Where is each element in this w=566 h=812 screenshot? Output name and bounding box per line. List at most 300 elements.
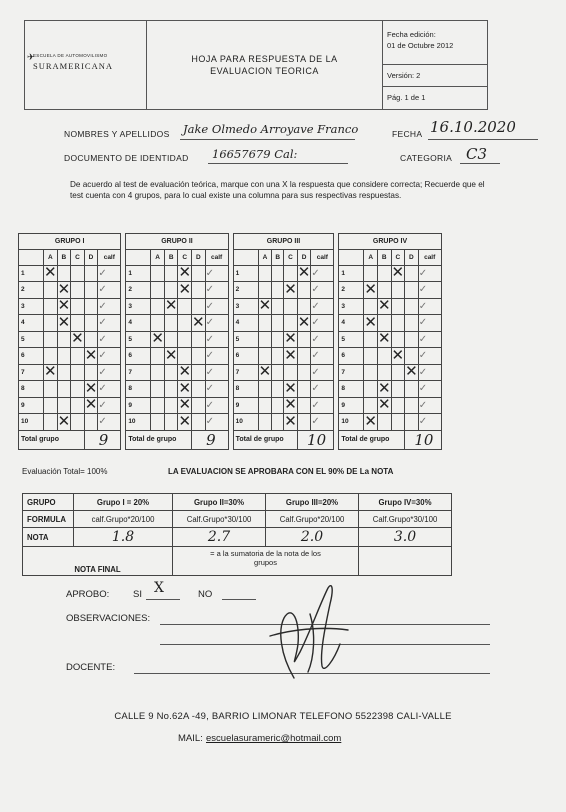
answer-cell-c[interactable] bbox=[71, 265, 85, 282]
answer-cell-b[interactable] bbox=[164, 265, 178, 282]
answer-cell-b[interactable] bbox=[272, 397, 284, 414]
answer-cell-d[interactable] bbox=[192, 414, 206, 431]
answer-cell-d[interactable] bbox=[84, 414, 98, 431]
calf-cell bbox=[205, 397, 228, 414]
answer-cell-b[interactable] bbox=[377, 265, 391, 282]
answer-x-mark: ✕ bbox=[84, 396, 98, 414]
question-number: 4 bbox=[339, 315, 364, 332]
nota-group-iv[interactable]: 3.0 bbox=[359, 528, 452, 547]
calf-cell bbox=[418, 364, 441, 381]
grid-question-row bbox=[19, 331, 442, 348]
check-mark-icon: ✓ bbox=[98, 416, 107, 428]
answer-cell-c[interactable] bbox=[391, 298, 405, 315]
answer-cell-a[interactable] bbox=[44, 282, 58, 299]
question-number: 2 bbox=[126, 282, 151, 299]
question-number: 10 bbox=[339, 414, 364, 431]
answer-cell-b[interactable] bbox=[164, 315, 178, 332]
answer-cell-c[interactable] bbox=[178, 282, 192, 299]
answer-cell-b[interactable] bbox=[377, 414, 391, 431]
answer-cell-a[interactable] bbox=[364, 397, 378, 414]
category-label: CATEGORIA bbox=[400, 153, 453, 163]
grid-question-row bbox=[19, 265, 442, 282]
formula-label: FORMULA bbox=[23, 511, 74, 528]
answer-x-mark: ✕ bbox=[377, 379, 391, 397]
formula-row bbox=[23, 511, 452, 528]
answer-cell-c[interactable] bbox=[391, 348, 405, 365]
answer-cell-a[interactable] bbox=[151, 381, 165, 398]
answer-cell-a[interactable] bbox=[258, 331, 272, 348]
answer-cell-c[interactable] bbox=[71, 298, 85, 315]
answer-cell-c[interactable] bbox=[284, 381, 298, 398]
answer-cell-d[interactable] bbox=[297, 414, 311, 431]
answer-cell-b[interactable] bbox=[57, 348, 71, 365]
answer-cell-a[interactable] bbox=[44, 265, 58, 282]
question-number: 3 bbox=[339, 298, 364, 315]
answer-cell-b[interactable] bbox=[57, 414, 71, 431]
check-mark-icon: ✓ bbox=[98, 317, 107, 329]
answer-cell-b[interactable] bbox=[377, 298, 391, 315]
answer-cell-a[interactable] bbox=[364, 315, 378, 332]
check-mark-icon: ✓ bbox=[418, 267, 428, 279]
grid-column-header-row bbox=[19, 250, 442, 266]
answer-cell-d[interactable] bbox=[297, 348, 311, 365]
answer-cell-d[interactable] bbox=[192, 381, 206, 398]
question-number: 2 bbox=[19, 282, 44, 299]
check-mark-icon: ✓ bbox=[98, 350, 107, 362]
answer-cell-b[interactable] bbox=[57, 397, 71, 414]
answer-cell-a[interactable] bbox=[364, 414, 378, 431]
answer-cell-c[interactable] bbox=[71, 397, 85, 414]
calf-cell bbox=[311, 265, 334, 282]
calf-cell bbox=[311, 381, 334, 398]
group-total-value[interactable]: 9 bbox=[192, 430, 229, 449]
calf-cell bbox=[418, 282, 441, 299]
answer-cell-d[interactable] bbox=[192, 315, 206, 332]
answer-cell-a[interactable] bbox=[151, 331, 165, 348]
answer-cell-c[interactable] bbox=[178, 298, 192, 315]
answer-cell-b[interactable] bbox=[164, 282, 178, 299]
date-value[interactable]: 16.10.2020 bbox=[430, 118, 516, 136]
answer-cell-d[interactable] bbox=[192, 265, 206, 282]
document-title bbox=[147, 21, 383, 109]
calf-cell bbox=[311, 397, 334, 414]
teacher-signature bbox=[250, 574, 360, 684]
answer-cell-b[interactable] bbox=[377, 397, 391, 414]
answer-cell-a[interactable] bbox=[258, 348, 272, 365]
check-mark-icon: ✓ bbox=[418, 300, 428, 312]
answer-cell-b[interactable] bbox=[57, 282, 71, 299]
group-total-value[interactable]: 10 bbox=[405, 430, 442, 449]
grid-number-header bbox=[339, 250, 364, 266]
answer-cell-d[interactable] bbox=[84, 298, 98, 315]
answer-cell-c[interactable] bbox=[178, 331, 192, 348]
answer-x-mark: ✕ bbox=[284, 412, 297, 430]
formula-group-i: calf.Grupo*20/100 bbox=[74, 511, 173, 528]
answer-cell-a[interactable] bbox=[258, 282, 272, 299]
page-cell: Pág. 1 de 1 bbox=[387, 93, 426, 102]
question-number: 3 bbox=[233, 298, 258, 315]
group-total-value[interactable]: 10 bbox=[297, 430, 334, 449]
calf-cell bbox=[205, 414, 228, 431]
question-number: 1 bbox=[126, 265, 151, 282]
answer-cell-d[interactable] bbox=[192, 397, 206, 414]
answer-cell-d[interactable] bbox=[297, 298, 311, 315]
evaluation-header-row bbox=[23, 494, 452, 511]
grid-column-header-a: A bbox=[151, 250, 165, 266]
check-mark-icon: ✓ bbox=[418, 350, 428, 362]
answer-cell-d[interactable] bbox=[192, 331, 206, 348]
group-total-label: Total de grupo bbox=[339, 430, 405, 449]
grid-question-row bbox=[19, 381, 442, 398]
answer-cell-c[interactable] bbox=[284, 414, 298, 431]
answer-cell-d[interactable] bbox=[297, 265, 311, 282]
answer-cell-b[interactable] bbox=[272, 298, 284, 315]
check-mark-icon: ✓ bbox=[311, 267, 320, 279]
question-number: 7 bbox=[339, 364, 364, 381]
answer-cell-b[interactable] bbox=[377, 331, 391, 348]
grid-column-header-c: C bbox=[391, 250, 405, 266]
answer-cell-d[interactable] bbox=[84, 397, 98, 414]
answer-cell-a[interactable] bbox=[44, 381, 58, 398]
answer-cell-a[interactable] bbox=[258, 397, 272, 414]
question-number: 2 bbox=[233, 282, 258, 299]
mail-link[interactable]: escuelasurameric@hotmail.com bbox=[206, 733, 342, 744]
grid-column-header-c: C bbox=[178, 250, 192, 266]
mail-label: MAIL: bbox=[178, 733, 203, 744]
date-label: FECHA bbox=[392, 129, 423, 139]
question-number: 6 bbox=[339, 348, 364, 365]
answer-cell-c[interactable] bbox=[71, 331, 85, 348]
answer-cell-b[interactable] bbox=[57, 331, 71, 348]
document-id-label: DOCUMENTO DE IDENTIDAD bbox=[64, 153, 189, 163]
question-number: 1 bbox=[339, 265, 364, 282]
check-mark-icon: ✓ bbox=[418, 383, 428, 395]
grid-column-header-d: D bbox=[405, 250, 419, 266]
answer-cell-c[interactable] bbox=[178, 381, 192, 398]
calf-cell bbox=[418, 414, 441, 431]
answer-cell-d[interactable] bbox=[405, 282, 419, 299]
answer-cell-a[interactable] bbox=[258, 298, 272, 315]
grid-question-row bbox=[19, 348, 442, 365]
answer-cell-a[interactable] bbox=[44, 348, 58, 365]
grid-question-row bbox=[19, 282, 442, 299]
calf-cell bbox=[98, 315, 121, 332]
answer-cell-b[interactable] bbox=[164, 348, 178, 365]
check-mark-icon: ✓ bbox=[311, 399, 320, 411]
grid-column-header-c: C bbox=[71, 250, 85, 266]
grid-group-title: GRUPO II bbox=[126, 234, 228, 250]
answer-cell-d[interactable] bbox=[84, 381, 98, 398]
evaluation-table bbox=[22, 493, 452, 576]
answer-cell-d[interactable] bbox=[297, 381, 311, 398]
answer-cell-a[interactable] bbox=[258, 381, 272, 398]
answer-cell-b[interactable] bbox=[272, 265, 284, 282]
answer-cell-b[interactable] bbox=[272, 282, 284, 299]
group-ii-header: Grupo II=30% bbox=[173, 494, 266, 511]
category-value[interactable]: C3 bbox=[466, 145, 488, 163]
si-mark[interactable]: X bbox=[154, 580, 164, 596]
answer-cell-d[interactable] bbox=[405, 315, 419, 332]
answer-cell-a[interactable] bbox=[364, 282, 378, 299]
answer-cell-b[interactable] bbox=[164, 331, 178, 348]
answer-cell-b[interactable] bbox=[57, 298, 71, 315]
check-mark-icon: ✓ bbox=[418, 333, 428, 345]
answer-cell-c[interactable] bbox=[391, 265, 405, 282]
answer-cell-b[interactable] bbox=[272, 414, 284, 431]
calf-cell bbox=[418, 381, 441, 398]
answer-x-mark: ✕ bbox=[178, 396, 192, 414]
answer-cell-d[interactable] bbox=[192, 348, 206, 365]
answer-cell-c[interactable] bbox=[71, 348, 85, 365]
answer-cell-d[interactable] bbox=[405, 397, 419, 414]
answer-cell-c[interactable] bbox=[178, 397, 192, 414]
nota-group-i[interactable]: 1.8 bbox=[74, 528, 173, 547]
group-total-value[interactable]: 9 bbox=[84, 430, 121, 449]
answer-cell-a[interactable] bbox=[364, 348, 378, 365]
question-number: 3 bbox=[126, 298, 151, 315]
calf-cell bbox=[311, 298, 334, 315]
answer-cell-d[interactable] bbox=[192, 298, 206, 315]
question-number: 4 bbox=[233, 315, 258, 332]
calf-cell bbox=[311, 364, 334, 381]
answer-cell-c[interactable] bbox=[284, 348, 298, 365]
answer-cell-a[interactable] bbox=[258, 364, 272, 381]
question-number: 1 bbox=[233, 265, 258, 282]
answer-cell-d[interactable] bbox=[84, 282, 98, 299]
answer-x-mark: ✕ bbox=[151, 330, 164, 348]
answer-cell-d[interactable] bbox=[297, 364, 311, 381]
answer-cell-a[interactable] bbox=[151, 414, 165, 431]
answer-cell-a[interactable] bbox=[364, 298, 378, 315]
answer-cell-a[interactable] bbox=[151, 397, 165, 414]
answer-cell-a[interactable] bbox=[44, 298, 58, 315]
final-row bbox=[23, 547, 452, 576]
question-number: 2 bbox=[339, 282, 364, 299]
answer-cell-c[interactable] bbox=[284, 282, 298, 299]
answer-cell-a[interactable] bbox=[151, 364, 165, 381]
grid-number-header bbox=[19, 250, 44, 266]
answer-cell-c[interactable] bbox=[178, 414, 192, 431]
calf-cell bbox=[311, 331, 334, 348]
answer-x-mark: ✕ bbox=[258, 363, 272, 381]
grid-column-header-a: A bbox=[44, 250, 58, 266]
answer-cell-c[interactable] bbox=[391, 414, 405, 431]
answer-x-mark: ✕ bbox=[364, 313, 377, 331]
check-mark-icon: ✓ bbox=[311, 333, 320, 345]
grid-column-header-calf: calf bbox=[418, 250, 441, 266]
answer-cell-b[interactable] bbox=[57, 315, 71, 332]
grid-group-title: GRUPO I bbox=[19, 234, 121, 250]
answer-cell-b[interactable] bbox=[272, 364, 284, 381]
title-line-2: EVALUACION TEORICA bbox=[210, 66, 319, 76]
answer-cell-c[interactable] bbox=[284, 298, 298, 315]
answer-cell-b[interactable] bbox=[272, 348, 284, 365]
question-number: 9 bbox=[339, 397, 364, 414]
question-number: 6 bbox=[19, 348, 44, 365]
answer-cell-b[interactable] bbox=[57, 381, 71, 398]
answer-cell-c[interactable] bbox=[71, 414, 85, 431]
calf-cell bbox=[98, 331, 121, 348]
answer-cell-c[interactable] bbox=[391, 397, 405, 414]
answer-cell-c[interactable] bbox=[391, 331, 405, 348]
answer-cell-c[interactable] bbox=[178, 348, 192, 365]
grid-question-row bbox=[19, 414, 442, 431]
answer-x-mark: ✕ bbox=[377, 396, 391, 414]
calf-cell bbox=[311, 282, 334, 299]
final-value-cell[interactable] bbox=[359, 547, 452, 576]
answer-cell-c[interactable] bbox=[391, 315, 405, 332]
grid-column-header-c: C bbox=[284, 250, 298, 266]
answer-cell-c[interactable] bbox=[391, 364, 405, 381]
answer-cell-d[interactable] bbox=[297, 397, 311, 414]
question-number: 5 bbox=[19, 331, 44, 348]
answer-cell-a[interactable] bbox=[364, 381, 378, 398]
answer-cell-b[interactable] bbox=[377, 315, 391, 332]
answer-cell-d[interactable] bbox=[297, 331, 311, 348]
document-id-value[interactable]: 16657679 Cal: bbox=[212, 147, 298, 161]
answer-cell-c[interactable] bbox=[71, 381, 85, 398]
answer-cell-b[interactable] bbox=[377, 348, 391, 365]
grid-column-header-d: D bbox=[84, 250, 98, 266]
answer-cell-c[interactable] bbox=[284, 331, 298, 348]
grid-question-row bbox=[19, 298, 442, 315]
answer-cell-b[interactable] bbox=[377, 381, 391, 398]
answer-cell-b[interactable] bbox=[164, 414, 178, 431]
answer-cell-c[interactable] bbox=[71, 364, 85, 381]
check-mark-icon: ✓ bbox=[418, 399, 428, 411]
check-mark-icon: ✓ bbox=[205, 333, 215, 345]
grid-column-header-b: B bbox=[57, 250, 71, 266]
answer-cell-d[interactable] bbox=[405, 414, 419, 431]
logo-brand-text: SURAMERICANA bbox=[33, 61, 114, 71]
answer-x-mark: ✕ bbox=[178, 412, 192, 430]
answer-x-mark: ✕ bbox=[284, 396, 297, 414]
answer-cell-c[interactable] bbox=[284, 364, 298, 381]
calf-cell bbox=[418, 265, 441, 282]
check-mark-icon: ✓ bbox=[98, 300, 107, 312]
answer-x-mark: ✕ bbox=[84, 346, 98, 364]
answer-cell-c[interactable] bbox=[71, 282, 85, 299]
document-header bbox=[24, 20, 488, 110]
answer-cell-a[interactable] bbox=[364, 331, 378, 348]
check-mark-icon: ✓ bbox=[311, 317, 320, 329]
answer-cell-a[interactable] bbox=[151, 348, 165, 365]
answer-cell-a[interactable] bbox=[258, 265, 272, 282]
answer-cell-a[interactable] bbox=[44, 414, 58, 431]
grid-column-header-a: A bbox=[258, 250, 272, 266]
answer-cell-c[interactable] bbox=[284, 397, 298, 414]
answer-cell-b[interactable] bbox=[164, 381, 178, 398]
answer-cell-a[interactable] bbox=[44, 331, 58, 348]
answer-cell-b[interactable] bbox=[164, 397, 178, 414]
answer-cell-d[interactable] bbox=[405, 298, 419, 315]
answer-x-mark: ✕ bbox=[44, 264, 57, 282]
question-number: 5 bbox=[233, 331, 258, 348]
answer-x-mark: ✕ bbox=[178, 264, 192, 282]
answer-cell-c[interactable] bbox=[178, 265, 192, 282]
answer-cell-a[interactable] bbox=[151, 265, 165, 282]
grid-column-header-d: D bbox=[192, 250, 206, 266]
answer-cell-d[interactable] bbox=[84, 348, 98, 365]
answer-cell-b[interactable] bbox=[377, 282, 391, 299]
calf-cell bbox=[418, 348, 441, 365]
grid-question-row bbox=[19, 364, 442, 381]
calf-cell bbox=[98, 381, 121, 398]
answer-cell-d[interactable] bbox=[84, 331, 98, 348]
check-mark-icon: ✓ bbox=[418, 317, 428, 329]
answer-cell-d[interactable] bbox=[84, 265, 98, 282]
question-number: 9 bbox=[19, 397, 44, 414]
answer-cell-d[interactable] bbox=[192, 364, 206, 381]
answer-cell-a[interactable] bbox=[44, 315, 58, 332]
aprobo-label: APROBO: bbox=[66, 589, 110, 600]
grid-column-header-b: B bbox=[377, 250, 391, 266]
answer-cell-a[interactable] bbox=[258, 315, 272, 332]
answer-cell-a[interactable] bbox=[44, 364, 58, 381]
answer-cell-b[interactable] bbox=[57, 265, 71, 282]
answer-x-mark: ✕ bbox=[178, 280, 192, 298]
names-value[interactable]: Jake Olmedo Arroyave Franco bbox=[183, 122, 359, 136]
answer-cell-c[interactable] bbox=[178, 364, 192, 381]
answer-cell-b[interactable] bbox=[57, 364, 71, 381]
answer-cell-a[interactable] bbox=[364, 364, 378, 381]
answer-x-mark: ✕ bbox=[297, 313, 311, 331]
nota-group-iii[interactable]: 2.0 bbox=[266, 528, 359, 547]
answer-cell-c[interactable] bbox=[391, 381, 405, 398]
answer-cell-b[interactable] bbox=[164, 364, 178, 381]
answer-cell-c[interactable] bbox=[71, 315, 85, 332]
answer-cell-c[interactable] bbox=[391, 282, 405, 299]
answer-cell-d[interactable] bbox=[84, 315, 98, 332]
answer-x-mark: ✕ bbox=[178, 363, 192, 381]
question-number: 10 bbox=[19, 414, 44, 431]
nota-group-ii[interactable]: 2.7 bbox=[173, 528, 266, 547]
answer-cell-d[interactable] bbox=[84, 364, 98, 381]
answer-cell-a[interactable] bbox=[151, 298, 165, 315]
answer-cell-c[interactable] bbox=[178, 315, 192, 332]
check-mark-icon: ✓ bbox=[418, 284, 428, 296]
question-number: 9 bbox=[126, 397, 151, 414]
calf-cell bbox=[98, 265, 121, 282]
answer-cell-d[interactable] bbox=[405, 381, 419, 398]
formula-group-iii: Calf.Grupo*20/100 bbox=[266, 511, 359, 528]
answer-cell-d[interactable] bbox=[192, 282, 206, 299]
answer-cell-a[interactable] bbox=[364, 265, 378, 282]
answer-cell-c[interactable] bbox=[284, 265, 298, 282]
answer-cell-d[interactable] bbox=[297, 282, 311, 299]
answer-cell-b[interactable] bbox=[272, 331, 284, 348]
answer-cell-d[interactable] bbox=[405, 265, 419, 282]
answer-cell-b[interactable] bbox=[164, 298, 178, 315]
calf-cell bbox=[98, 282, 121, 299]
answer-cell-a[interactable] bbox=[44, 397, 58, 414]
answer-cell-b[interactable] bbox=[272, 381, 284, 398]
answer-cell-b[interactable] bbox=[377, 364, 391, 381]
nota-label: NOTA bbox=[23, 528, 74, 547]
answer-cell-d[interactable] bbox=[405, 364, 419, 381]
answer-cell-a[interactable] bbox=[258, 414, 272, 431]
question-number: 5 bbox=[126, 331, 151, 348]
answer-x-mark: ✕ bbox=[364, 280, 377, 298]
calf-cell bbox=[418, 331, 441, 348]
answer-cell-d[interactable] bbox=[405, 331, 419, 348]
answer-cell-a[interactable] bbox=[151, 315, 165, 332]
answer-cell-b[interactable] bbox=[272, 315, 284, 332]
answer-cell-a[interactable] bbox=[151, 282, 165, 299]
answer-cell-d[interactable] bbox=[405, 348, 419, 365]
answer-cell-c[interactable] bbox=[284, 315, 298, 332]
answer-cell-d[interactable] bbox=[297, 315, 311, 332]
